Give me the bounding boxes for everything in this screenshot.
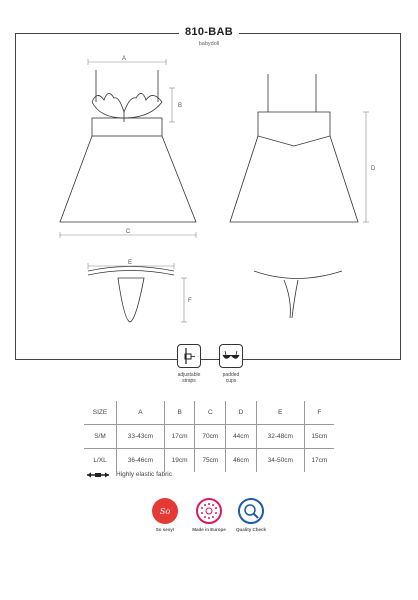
badge-quality-check xyxy=(228,498,274,532)
back-thong-drawing xyxy=(254,271,342,318)
table-row xyxy=(84,425,334,449)
col-header-b: B xyxy=(164,401,195,425)
table-cell: 34-50cm xyxy=(256,449,304,473)
size-table xyxy=(84,401,334,472)
elastic-note-text: Highly elastic fabric xyxy=(116,471,172,478)
table-cell: 44cm xyxy=(226,425,257,449)
dim-label-e: E xyxy=(127,260,133,266)
table-cell: 75cm xyxy=(195,449,226,473)
table-cell: 17cm xyxy=(311,457,328,464)
dim-label-d: D xyxy=(371,166,376,172)
back-view-drawing xyxy=(230,74,358,222)
badge-label: Made in Europe xyxy=(192,527,226,532)
table-cell: 32-48cm xyxy=(256,425,304,449)
so-sexy-icon xyxy=(152,498,178,524)
col-header-a: A xyxy=(117,401,165,425)
front-panty-drawing xyxy=(88,267,174,323)
svg-text:So: So xyxy=(159,507,171,516)
size-cell: L/XL xyxy=(84,449,117,473)
size-cell: S/M xyxy=(84,425,117,449)
badge-made-in-europe xyxy=(186,498,232,532)
table-cell: 46cm xyxy=(226,449,257,473)
adjustable-straps-icon xyxy=(177,344,201,368)
quality-check-icon xyxy=(238,498,264,524)
size-table-header-row xyxy=(84,401,334,425)
table-cell: 33-43cm xyxy=(117,425,165,449)
stretch-arrows-icon xyxy=(86,472,110,478)
col-header-e: E xyxy=(256,401,304,425)
col-header-d: D xyxy=(226,401,257,425)
table-cell: 15cm xyxy=(304,425,334,449)
product-title: 810-BAB xyxy=(0,26,418,38)
elastic-fabric-note xyxy=(86,471,172,478)
front-view-drawing xyxy=(60,70,196,222)
col-header-f: F xyxy=(304,401,334,425)
badge-so-sexy xyxy=(142,498,188,532)
table-row xyxy=(84,449,334,473)
table-cell: 19cm xyxy=(164,449,195,473)
dim-label-f: F xyxy=(188,298,192,304)
table-cell: 70cm xyxy=(195,425,226,449)
padded-cups-icon xyxy=(219,344,243,368)
badge-label: So sexy! xyxy=(155,527,175,532)
dim-label-c: C xyxy=(125,229,131,235)
dim-label-a: A xyxy=(121,56,127,62)
table-cell: 36-46cm xyxy=(117,449,165,473)
feature-adjustable-straps: adjustable straps xyxy=(166,344,212,384)
badge-label: Quality Check xyxy=(235,527,266,532)
feature-padded-cups: padded cups xyxy=(208,344,254,384)
made-in-europe-icon xyxy=(196,498,222,524)
col-header-c: C xyxy=(195,401,226,425)
table-cell: 17cm xyxy=(164,425,195,449)
dim-label-b: B xyxy=(178,103,183,109)
product-subtitle: babydoll xyxy=(198,41,220,47)
size-col-header: SIZE xyxy=(84,401,117,425)
